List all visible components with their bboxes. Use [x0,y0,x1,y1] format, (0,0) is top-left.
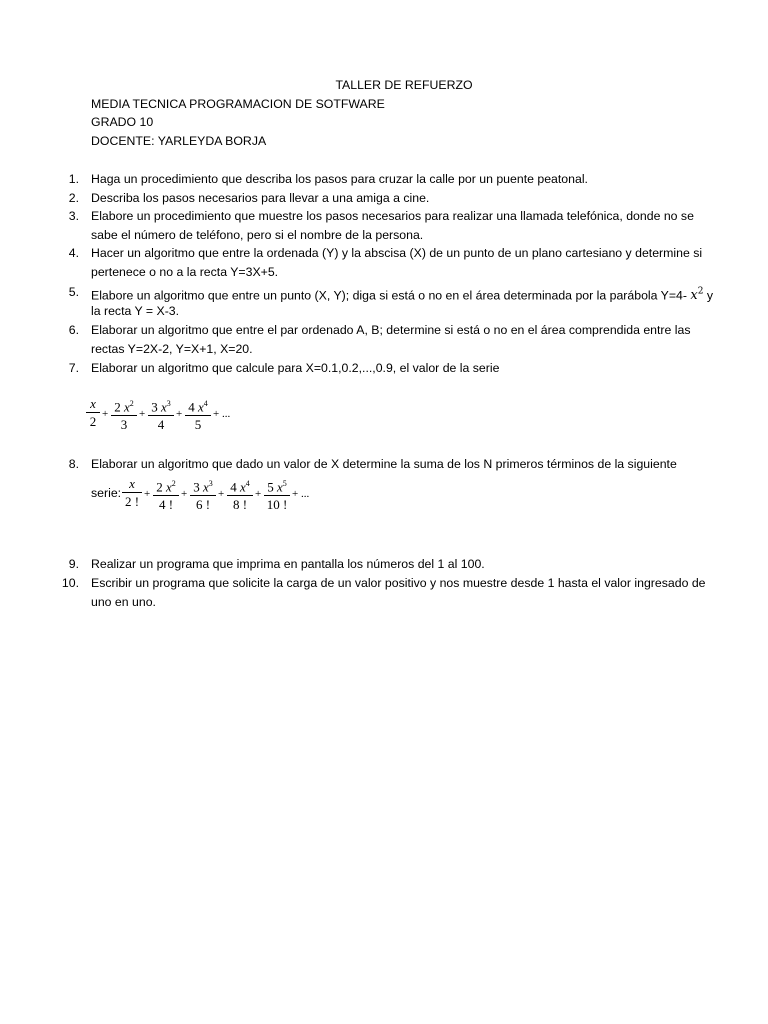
term-numerator [227,477,253,494]
item-text: rectas Y=2X-2, Y=X+1, X=20. [91,341,253,356]
item-text: Escribir un programa que solicite la carga de un valor positivo y nos muestre desde 1 hasta el valor ingresado de [91,576,706,590]
term-numerator [153,477,179,494]
term-var: x [239,479,246,495]
item-text: y [706,288,714,303]
term-var: x [276,479,283,495]
term-coef: 2 [114,399,121,415]
item-text: Elabore un procedimiento que muestre los pasos necesarios para realizar una llamada telefónica, donde no se [91,209,694,223]
series-term [264,477,290,512]
item-text: sabe el número de teléfono, pero si el nombre de la persona. [91,227,424,242]
term-var: x [90,396,96,411]
item-number: 6. [68,323,79,337]
fraction-bar [264,495,290,496]
term-exp: 3 [166,399,171,408]
term-denominator: 4 ! [158,497,174,513]
item-number: 3. [68,209,79,223]
term-denominator: 2 [89,414,97,429]
term-coef: 4 [188,399,195,415]
fraction-bar [227,495,253,496]
term-coef: 2 [156,479,163,495]
fraction-bar [153,495,179,496]
item-number: 1. [68,172,79,186]
fraction-bar [185,415,211,416]
item-number: 9. [68,557,79,571]
series-term [122,477,142,509]
plus-sign: + [139,408,146,420]
series-formula-7 [86,397,286,437]
term-denominator: 10 ! [266,497,288,513]
series-term [148,397,174,432]
teacher-label: DOCENTE: YARLEYDA BORJA [91,134,267,148]
term-exp: 2 [129,399,134,408]
term-var: x [202,479,209,495]
term-coef: 3 [193,479,200,495]
plus-sign: + [102,408,109,420]
item-text: Realizar un programa que imprima en pantalla los números del 1 al 100. [91,557,485,571]
term-numerator [190,477,216,494]
item-text: pertenece o no a la recta Y=3X+5. [91,264,279,279]
item-number: 8. [68,457,79,471]
term-numerator [148,397,174,414]
term-var: x [197,399,204,415]
serie-label: serie: [91,486,122,500]
term-var: x [123,399,130,415]
term-exp: 5 [282,479,287,488]
item-number: 4. [68,246,79,260]
document-title: TALLER DE REFUERZO [335,78,473,92]
plus-sign: + [144,488,151,500]
term-coef: 4 [230,479,237,495]
item-text: uno en uno. [91,594,156,609]
term-denominator: 2 ! [124,494,140,509]
term-denominator: 8 ! [232,497,248,513]
term-numerator [122,477,142,491]
fraction-bar [111,415,137,416]
plus-sign: + [255,488,262,500]
term-denominator: 5 [194,417,202,433]
plus-sign: + [176,408,183,420]
series-ellipsis: + ... [213,408,231,420]
item-text: Describa los pasos necesarios para llevar a una amiga a cine. [91,190,430,205]
item-text: Elaborar un algoritmo que entre el par ordenado A, B; determine si está o no en el área comprendida entre las [91,323,691,337]
item-number: 10. [61,576,79,590]
term-exp: 4 [203,399,208,408]
fraction-bar [122,492,142,493]
item-text: Elaborar un algoritmo que dado un valor de X determine la suma de los N primeros términos de la siguiente [91,457,677,471]
series-term [86,397,100,429]
parabola-exp: 2 [697,287,704,297]
term-var: x [160,399,167,415]
item-number: 2. [68,190,79,205]
item-text: Elaborar un algoritmo que calcule para X=0.1,0.2,...,0.9, el valor de la serie [91,361,500,375]
term-numerator [264,477,290,494]
plus-sign: + [218,488,225,500]
item-text: Elabore un algoritmo que entre un punto (X, Y); diga si está o no en el área determinada por la parábola Y=4- [91,288,687,303]
series-term [227,477,253,512]
grade-label: GRADO 10 [91,115,154,129]
fraction-bar [86,412,100,413]
term-exp: 4 [245,479,250,488]
program-name: MEDIA TECNICA PROGRAMACION DE SOTFWARE [91,97,385,111]
plus-sign: + [181,488,188,500]
fraction-bar [190,495,216,496]
term-exp: 3 [208,479,213,488]
term-numerator [86,397,100,411]
series-term [185,397,211,432]
term-denominator: 6 ! [195,497,211,513]
term-denominator: 3 [120,417,128,433]
item-text: Haga un procedimiento que describa los pasos para cruzar la calle por un puente peatonal. [91,172,588,186]
term-denominator: 4 [157,417,165,433]
parabola-var: x [690,288,698,304]
series-formula-8 [122,477,342,517]
series-term [111,397,137,432]
term-var: x [129,476,135,491]
term-coef: 3 [151,399,158,415]
series-ellipsis: + ... [292,488,310,500]
term-var: x [165,479,172,495]
term-numerator [111,397,137,414]
item-text: la recta Y = X-3. [91,303,180,318]
series-term [190,477,216,512]
item-number: 5. [68,285,79,299]
term-exp: 2 [171,479,176,488]
fraction-bar [148,415,174,416]
term-numerator [185,397,211,414]
item-text: Hacer un algoritmo que entre la ordenada (Y) y la abscisa (X) de un punto de un plano cartesiano y determine si [91,246,703,260]
item-number: 7. [68,361,79,375]
term-coef: 5 [267,479,274,495]
series-term [153,477,179,512]
